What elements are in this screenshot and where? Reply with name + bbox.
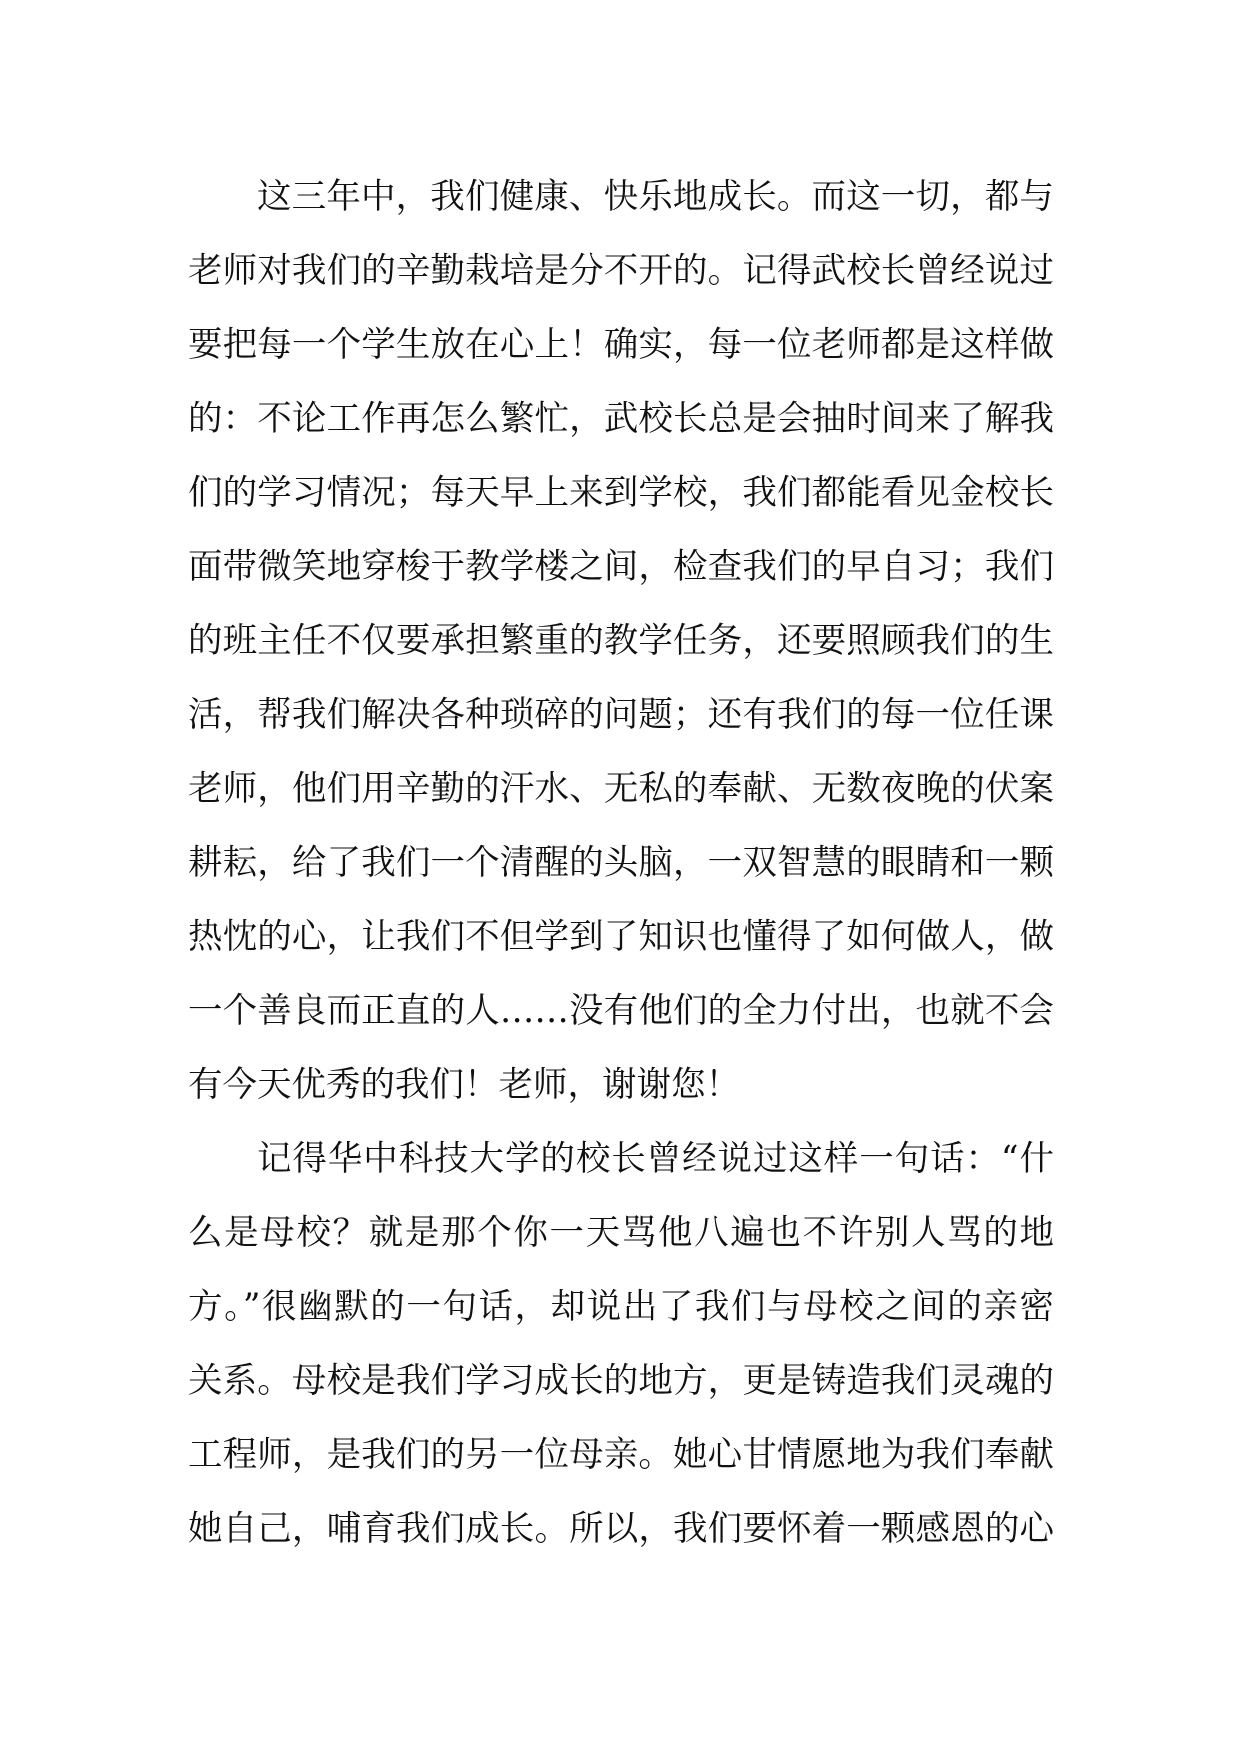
text-line: 一个善良而正直的人……没有他们的全力付出，也就不会: [188, 991, 1054, 1031]
text-line: 要把每一个学生放在心上！确实，每一位老师都是这样做: [188, 325, 1054, 365]
text-line: 这三年中，我们健康、快乐地成长。而这一切，都与: [257, 177, 1054, 217]
text-line: 老师对我们的辛勤栽培是分不开的。记得武校长曾经说过: [188, 251, 1054, 291]
text-line: 她自己，哺育我们成长。所以，我们要怀着一颗感恩的心: [188, 1509, 1054, 1549]
text-line: 关系。母校是我们学习成长的地方，更是铸造我们灵魂的: [188, 1361, 1054, 1401]
paragraph-1: [188, 160, 1054, 1122]
text-line: 热忱的心，让我们不但学到了知识也懂得了如何做人，做: [188, 917, 1054, 957]
text-line: 有今天优秀的我们！老师，谢谢您！: [188, 1065, 740, 1105]
text-line: 耕耘，给了我们一个清醒的头脑，一双智慧的眼睛和一颗: [188, 843, 1054, 883]
text-line: 活，帮我们解决各种琐碎的问题；还有我们的每一位任课: [188, 695, 1054, 735]
text-line: 方。”很幽默的一句话，却说出了我们与母校之间的亲密: [188, 1287, 1054, 1327]
text-line: 工程师，是我们的另一位母亲。她心甘情愿地为我们奉献: [188, 1435, 1054, 1475]
text-line: 老师，他们用辛勤的汗水、无私的奉献、无数夜晚的伏案: [188, 769, 1054, 809]
document-page: [188, 160, 1054, 1566]
text-line: 的：不论工作再怎么繁忙，武校长总是会抽时间来了解我: [188, 399, 1054, 439]
text-line: 记得华中科技大学的校长曾经说过这样一句话：“什: [257, 1139, 1054, 1179]
text-line: 们的学习情况；每天早上来到学校，我们都能看见金校长: [188, 473, 1054, 513]
text-line: 的班主任不仅要承担繁重的教学任务，还要照顾我们的生: [188, 621, 1054, 661]
text-line: 么是母校？就是那个你一天骂他八遍也不许别人骂的地: [188, 1213, 1054, 1253]
paragraph-2: [188, 1122, 1054, 1566]
text-line: 面带微笑地穿梭于教学楼之间，检查我们的早自习；我们: [188, 547, 1054, 587]
